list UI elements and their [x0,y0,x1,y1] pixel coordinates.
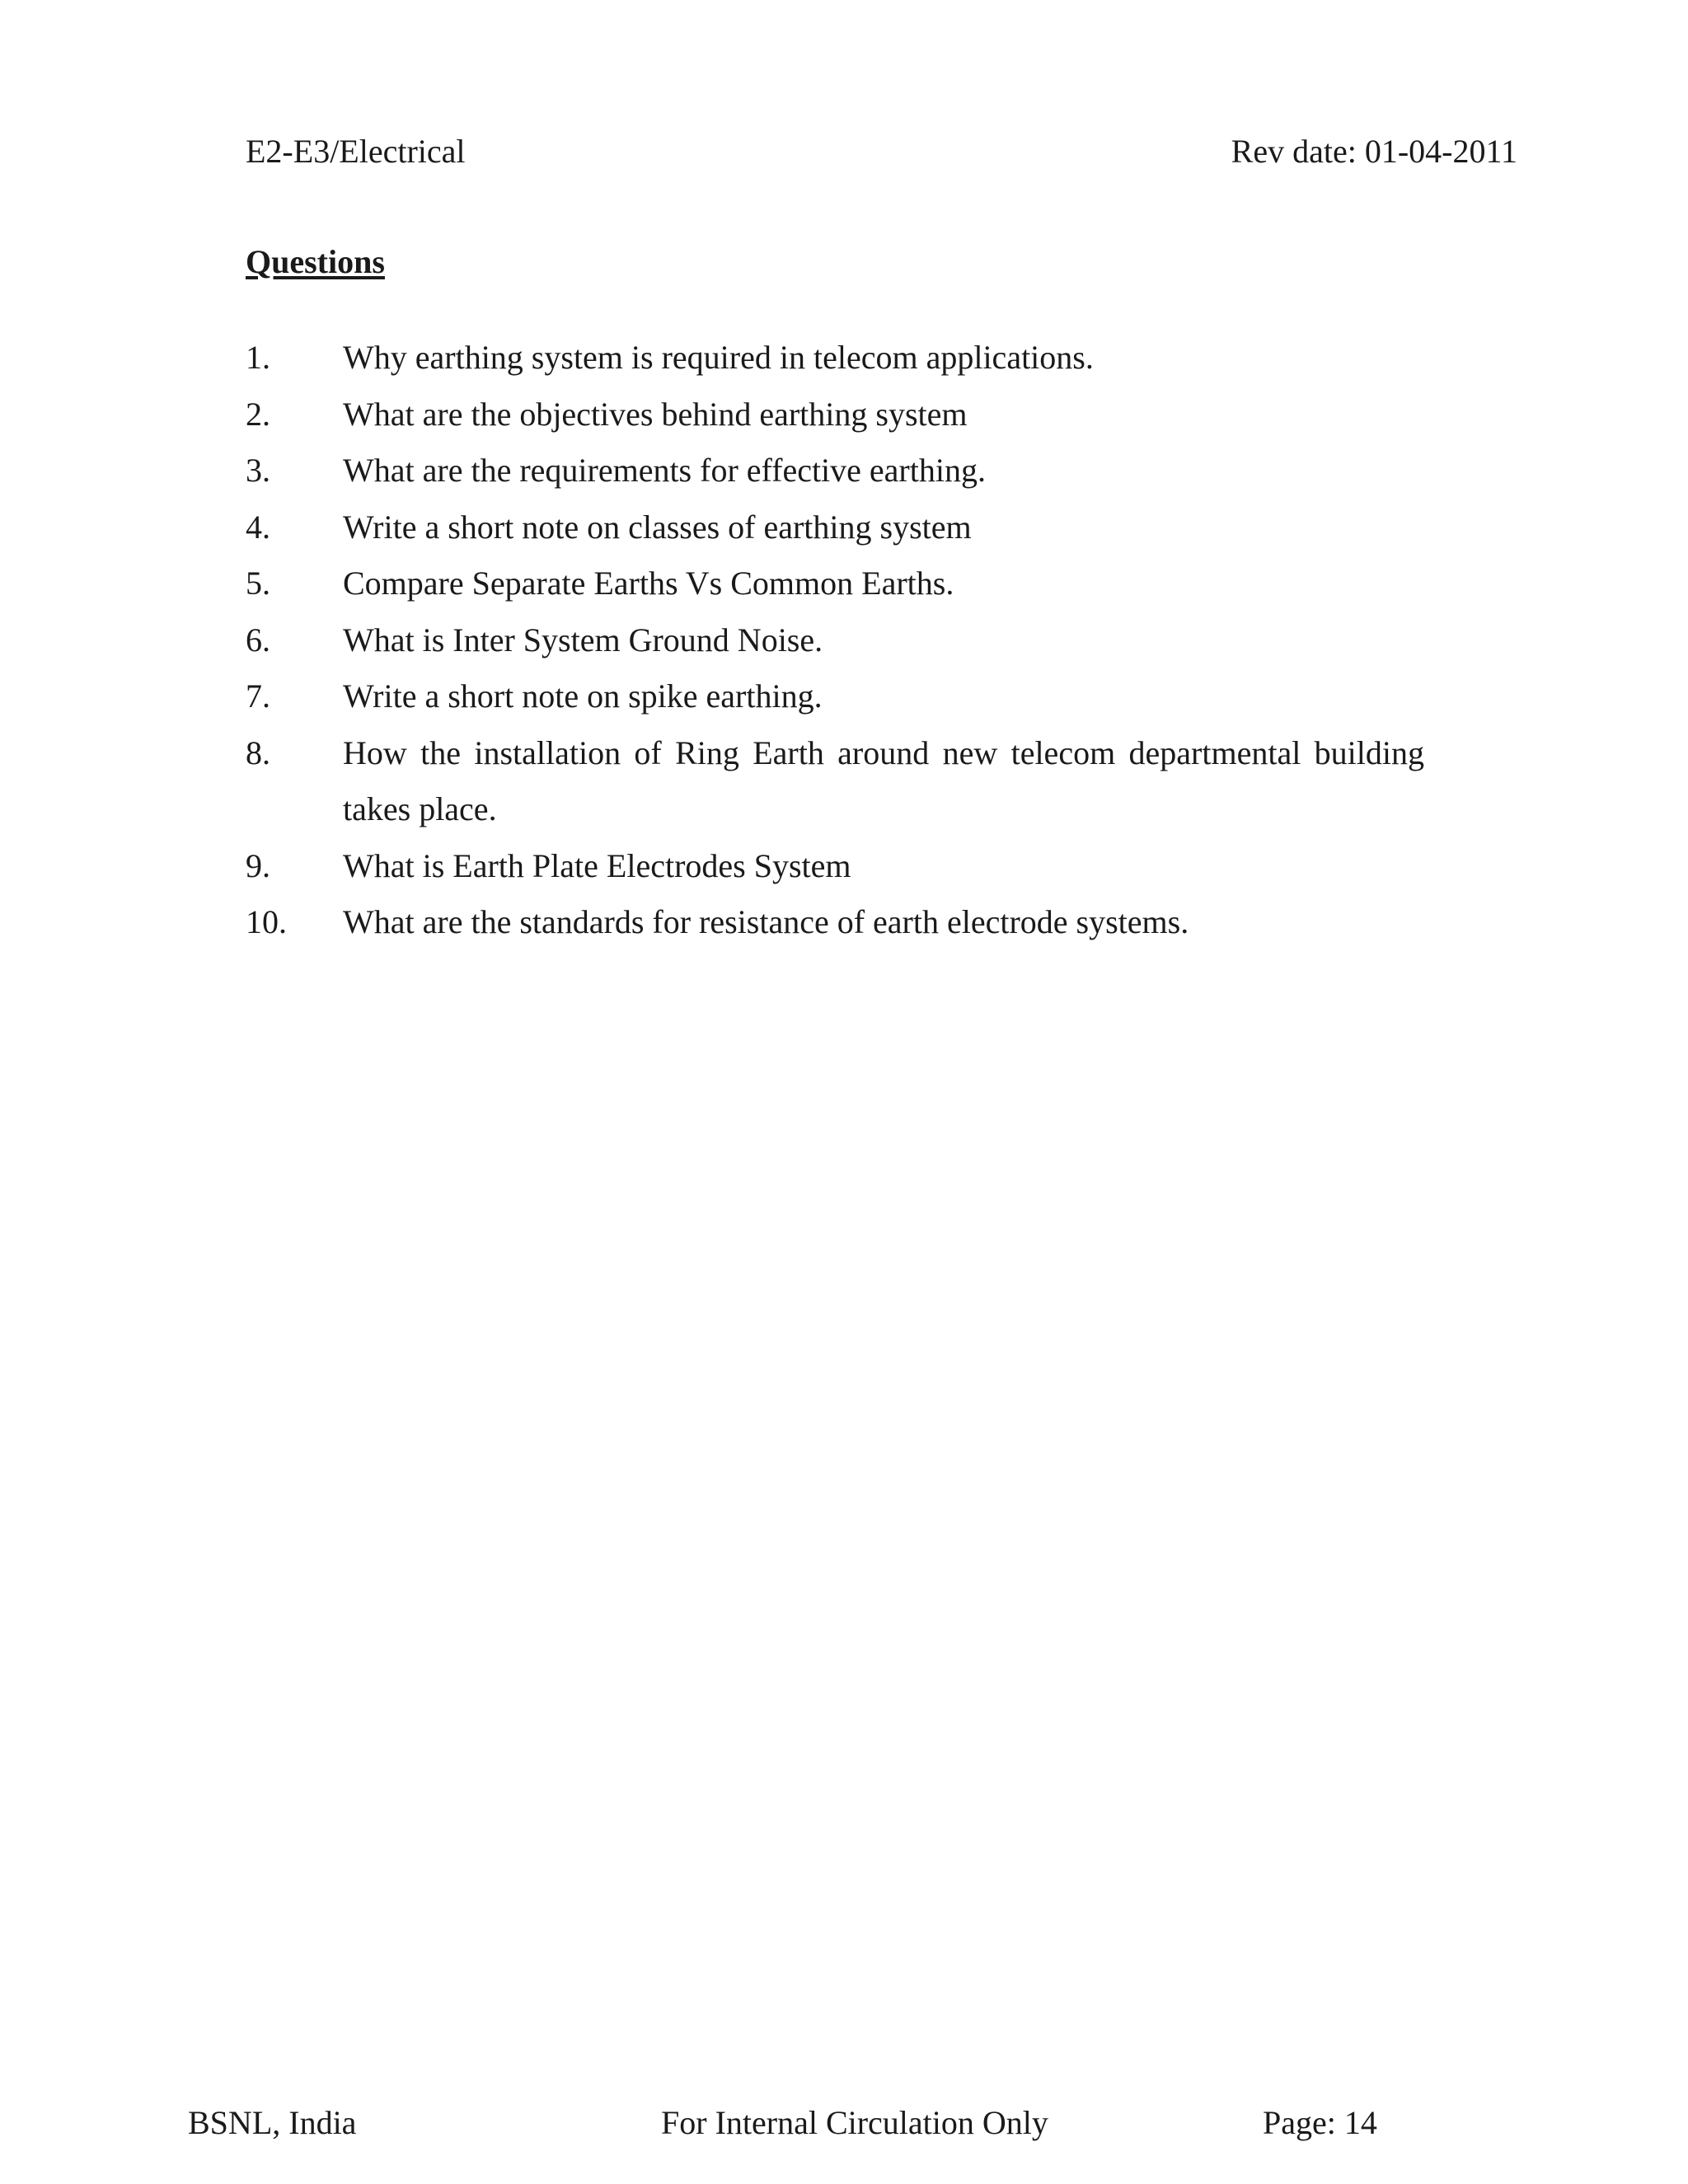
question-number: 10. [246,903,287,940]
question-text: What is Earth Plate Electrodes System [343,846,851,884]
question-number: 4. [246,508,270,546]
question-item [246,725,1424,838]
footer-left: BSNL, India [188,2104,357,2141]
footer-center: For Internal Circulation Only [661,2104,1048,2141]
question-text: What are the requirements for effective earthing. [343,452,986,489]
question-text: Compare Separate Earths Vs Common Earths. [343,565,954,602]
question-list [246,330,1424,951]
question-item [246,330,1424,387]
question-item [246,387,1424,443]
question-number: 9. [246,846,270,884]
question-item [246,668,1424,725]
question-number: 1. [246,339,270,376]
section-title: Questions [246,243,385,280]
question-number: 3. [246,452,270,489]
question-item [246,499,1424,556]
footer-page-number: Page: 14 [1263,2104,1377,2141]
question-text: Write a short note on spike earthing. [343,677,823,715]
question-item [246,443,1424,499]
header-right-rev-date: Rev date: 01-04-2011 [1231,133,1517,170]
question-text: What are the standards for resistance of earth electrode systems. [343,903,1189,940]
question-number: 5. [246,565,270,602]
question-item [246,894,1424,951]
question-text: What is Inter System Ground Noise. [343,621,823,658]
question-text: What are the objectives behind earthing system [343,395,968,433]
question-item [246,555,1424,612]
question-text: Write a short note on classes of earthing system [343,508,972,546]
question-item [246,612,1424,669]
question-item [246,838,1424,895]
question-number: 2. [246,395,270,433]
header-left: E2-E3/Electrical [246,133,466,170]
question-number: 7. [246,677,270,715]
question-number: 8. [246,733,270,771]
question-text: How the installation of Ring Earth around new telecom departmental building takes place. [343,733,1424,827]
question-number: 6. [246,621,270,658]
question-text: Why earthing system is required in telecom applications. [343,339,1094,376]
